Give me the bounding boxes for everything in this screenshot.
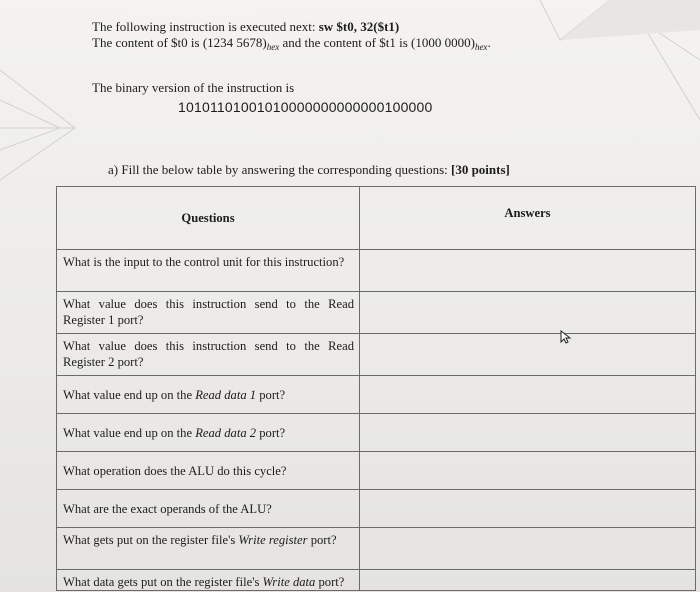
question-text: port? [315,575,345,589]
question-text: port? [256,387,286,402]
intro-period: . [487,35,491,50]
question-cell [57,528,360,570]
intro-prefix: The following instruction is executed next: [92,19,316,34]
question-cell: What is the input to the control unit for this instruction? [57,250,360,292]
part-a-label: a) [108,162,119,177]
table-row [57,414,696,452]
question-text: What data gets put on the register file's [63,575,263,589]
header-questions: Questions [57,187,360,250]
instruction-text: sw $t0, 32($t1) [318,19,400,34]
instruction-intro [92,19,491,55]
answer-cell[interactable] [360,334,696,376]
answer-cell[interactable] [360,452,696,490]
binary-intro: The binary version of the instruction is [92,80,295,95]
table-row [57,334,696,376]
question-text: port? [307,533,337,547]
table-header-row [57,187,696,250]
hex-subscript: hex [266,42,280,52]
question-text: What gets put on the register file's [63,533,239,547]
answer-cell[interactable] [360,570,696,591]
question-emphasis: Read data 2 [195,425,257,440]
question-emphasis: Read data 1 [195,387,257,402]
question-emphasis: Write register [238,533,308,547]
table-row [57,490,696,528]
part-a-points: [30 points] [451,162,510,177]
answer-cell[interactable] [360,250,696,292]
table-row [57,570,696,591]
table-row [57,452,696,490]
answer-cell[interactable] [360,376,696,414]
t0-content-text: The content of $t0 is (1234 5678) [92,35,267,50]
question-cell: What operation does the ALU do this cycle? [57,452,360,490]
question-cell [57,570,360,591]
question-emphasis: Write data [262,575,316,589]
question-cell [57,414,360,452]
question-text: What value end up on the [63,387,196,402]
intro-line-2 [92,35,491,55]
answer-cell[interactable] [360,490,696,528]
table-row [57,250,696,292]
header-answers: Answers [360,187,696,250]
hex-subscript: hex [474,42,488,52]
question-cell: What value does this instruction send to the Read Register 1 port? [57,292,360,334]
mouse-cursor-icon [560,330,572,344]
question-cell: What are the exact operands of the ALU? [57,490,360,528]
question-text: port? [256,425,286,440]
answer-cell[interactable] [360,528,696,570]
questions-table [56,186,696,591]
intro-line-1 [92,19,491,35]
part-a-heading [108,162,510,178]
table-row [57,376,696,414]
binary-value: 10101101001010000000000000100000 [178,99,433,115]
question-cell [57,376,360,414]
table-row [57,292,696,334]
question-cell: What value does this instruction send to the Read Register 2 port? [57,334,360,376]
answer-cell[interactable] [360,414,696,452]
table-row [57,528,696,570]
answer-cell[interactable] [360,292,696,334]
part-a-text: Fill the below table by answering the corresponding questions: [121,162,448,177]
t1-content-text: and the content of $t1 is (1000 0000) [279,35,475,50]
question-text: What value end up on the [63,425,196,440]
